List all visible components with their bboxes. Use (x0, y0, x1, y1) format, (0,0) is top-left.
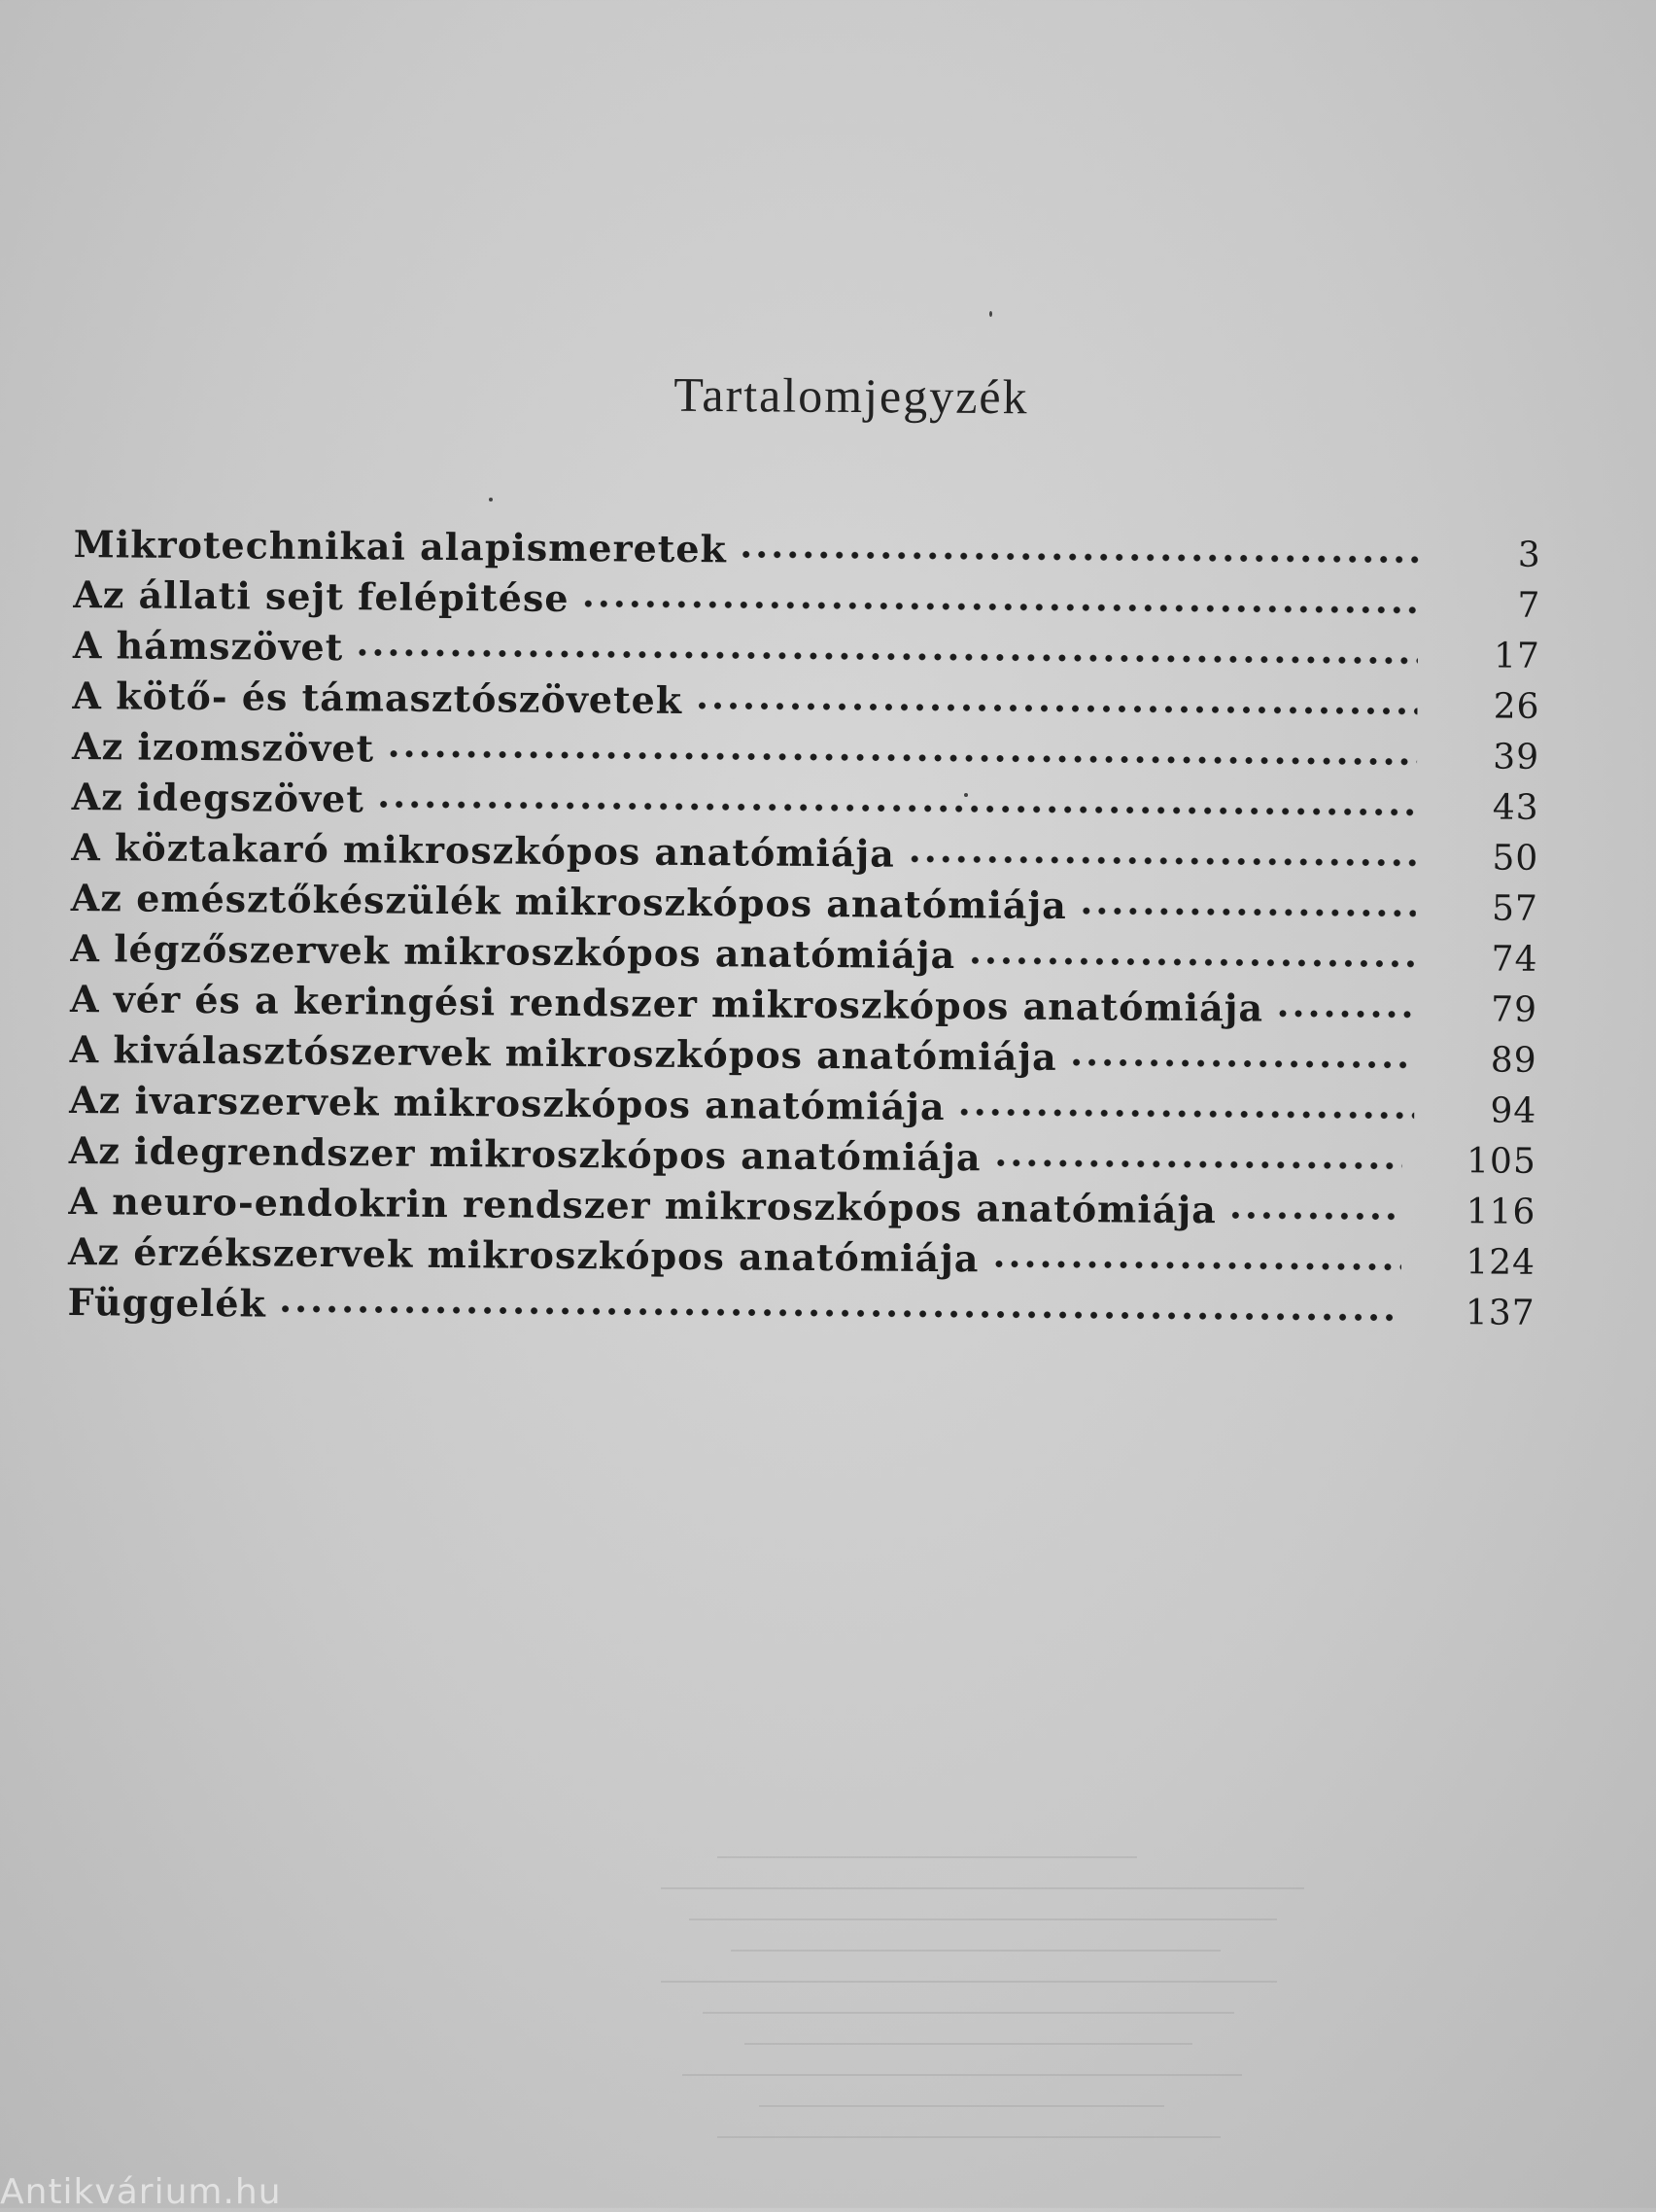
toc-leader-dots (967, 951, 1415, 973)
page-title: Tartalomjegyzék (673, 366, 1029, 425)
toc-entry-page: 57 (1491, 888, 1539, 929)
toc-entry-label: Az idegszövet (71, 774, 365, 821)
toc-entry-page: 124 (1466, 1242, 1536, 1283)
toc-entry-page: 39 (1493, 737, 1540, 778)
toc-leader-dots (1275, 1005, 1415, 1023)
toc-leader-dots (580, 595, 1418, 619)
toc-entry-label: Az állati sejt felépitése (73, 571, 569, 621)
toc-entry-label: A légzőszervek mikroszkópos anatómiája (70, 925, 956, 978)
toc-entry-label: Függelék (67, 1279, 267, 1326)
table-of-contents (67, 515, 1540, 1335)
toc-entry-page: 17 (1493, 636, 1541, 676)
toc-leader-dots (957, 1103, 1415, 1124)
toc-entry-label: Az idegrendszer mikroszkópos anatómiája (68, 1127, 982, 1180)
toc-entry (67, 1273, 1535, 1335)
toc-entry-page: 43 (1492, 787, 1539, 828)
toc-leader-dots (1069, 1054, 1415, 1074)
toc-leader-dots (739, 545, 1419, 568)
toc-entry-label: A kiválasztószervek mikroszkópos anatómiája (69, 1026, 1057, 1079)
toc-entry-page: 79 (1491, 989, 1538, 1030)
toc-entry-page: 94 (1490, 1090, 1537, 1131)
toc-entry-page: 74 (1491, 939, 1538, 980)
toc-entry-page: 105 (1466, 1141, 1536, 1182)
toc-entry-label: A kötő- és támasztószövetek (72, 673, 683, 722)
toc-entry-label: A hámszövet (72, 622, 344, 670)
toc-entry-label: Az ivarszervek mikroszkópos anatómiája (69, 1077, 946, 1129)
toc-entry-page: 3 (1517, 535, 1541, 575)
toc-leader-dots (694, 697, 1418, 720)
stray-mark (989, 311, 992, 317)
toc-leader-dots (278, 1300, 1401, 1327)
toc-leader-dots (1079, 902, 1416, 922)
toc-entry-label: Az érzékszervek mikroszkópos anatómiája (67, 1228, 980, 1281)
bleed-through-texture (661, 1827, 1361, 2158)
toc-entry-page: 26 (1493, 686, 1540, 727)
toc-leader-dots (1228, 1206, 1402, 1225)
toc-leader-dots (990, 1255, 1401, 1275)
toc-entry-page: 7 (1517, 585, 1541, 626)
toc-leader-dots (355, 643, 1418, 670)
toc-leader-dots (386, 745, 1417, 771)
toc-entry-label: A neuro-endokrin rendszer mikroszkópos anatómiája (68, 1178, 1217, 1232)
stray-mark (964, 793, 968, 797)
toc-entry-label: Az izomszövet (71, 723, 375, 771)
toc-leader-dots (993, 1154, 1403, 1174)
toc-leader-dots (907, 850, 1417, 872)
toc-entry-label: Az emésztőkészülék mikroszkópos anatómiája (70, 875, 1067, 928)
toc-entry-label: Mikrotechnikai alapismeretek (73, 521, 728, 571)
toc-entry-label: A vér és a keringési rendszer mikroszkópos anatómiája (69, 976, 1264, 1030)
toc-entry-page: 50 (1492, 838, 1539, 879)
toc-entry-page: 116 (1466, 1192, 1536, 1232)
toc-leader-dots (376, 795, 1417, 820)
stray-mark (489, 498, 493, 501)
toc-entry-page: 137 (1465, 1293, 1535, 1333)
watermark: Antikvárium.hu (0, 2172, 282, 2212)
toc-entry-page: 89 (1490, 1040, 1537, 1081)
toc-entry-label: A köztakaró mikroszkópos anatómiája (71, 824, 896, 876)
